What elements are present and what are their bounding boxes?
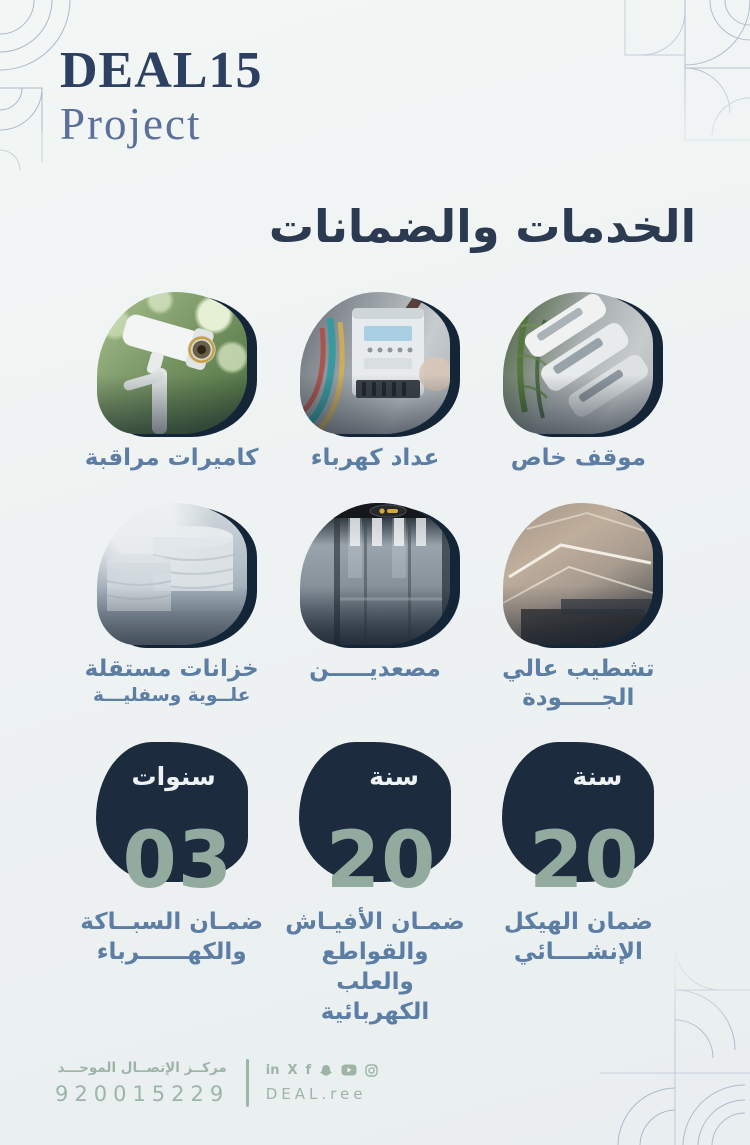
service-card-cctv [77, 292, 266, 473]
call-center-label: مركــز الإتصــال الموحـــد [57, 1060, 227, 1076]
logo [60, 44, 262, 148]
guarantee-number: 20 [325, 816, 437, 907]
service-label-text: الجـــــودة [522, 684, 635, 711]
phone-number[interactable]: 920015229 [55, 1082, 230, 1106]
guarantee-label-line: الكهربائية [320, 998, 430, 1025]
guarantee-card-plumbing [77, 742, 266, 1028]
service-card-elevators [280, 503, 469, 713]
elevator-photo [300, 503, 450, 645]
call-center-block [55, 1060, 229, 1106]
logo-subtitle: Project [60, 98, 202, 149]
service-card-parking [484, 292, 673, 473]
service-label-parking [484, 444, 673, 473]
guarantee-label-sockets [280, 908, 469, 1028]
facebook-icon[interactable]: f [305, 1062, 312, 1078]
guarantee-card-sockets [280, 742, 469, 1028]
finishing-photo [503, 503, 653, 645]
service-label-cctv [77, 444, 266, 473]
logo-name: DEAL15 [60, 42, 263, 99]
guarantee-label-structure [484, 908, 673, 968]
guarantee-label-plumbing [77, 908, 266, 968]
guarantee-number: 03 [122, 816, 234, 907]
cctv-camera-image [97, 292, 247, 434]
ceiling-finishing-image [503, 503, 653, 645]
service-card-tanks [77, 503, 266, 713]
service-card-meter [280, 292, 469, 473]
guarantee-label-line: والكهــــــرباء [96, 939, 247, 966]
snapchat-icon[interactable] [319, 1064, 333, 1077]
guarantee-card-structure [484, 742, 673, 1028]
guarantee-label-line: الإنشــــائي [513, 939, 643, 966]
service-label-meter [280, 444, 469, 473]
corner-ornament-top-right [615, 0, 750, 175]
service-label-text: موقف خاص [510, 445, 646, 471]
guarantee-label-line: ضمـان السبــاكة [80, 909, 264, 936]
social-icons-row [266, 1064, 378, 1077]
guarantee-badge [502, 742, 654, 907]
service-label-finishing [484, 655, 673, 713]
guarantee-unit: سنة [572, 762, 623, 792]
footer-divider [246, 1059, 249, 1107]
cctv-photo [97, 292, 247, 434]
elevator-image [300, 503, 450, 645]
guarantee-label-line: ضمـان الأفيـاش [285, 909, 465, 936]
guarantee-label-line: والقواطع والعلب [321, 939, 429, 996]
footer [55, 1059, 378, 1107]
service-label-text: مصعديـــــن [309, 655, 441, 682]
service-label-elevators [280, 655, 469, 684]
guarantee-number: 20 [529, 816, 640, 907]
guarantee-unit: سنوات [131, 762, 216, 792]
service-label-text: عداد كهرباء [310, 445, 440, 471]
parking-photo [503, 292, 653, 434]
service-label-tanks [77, 655, 266, 707]
service-card-finishing [484, 503, 673, 713]
meter-photo [300, 292, 450, 434]
youtube-icon[interactable] [341, 1064, 357, 1076]
service-label-text: تشطيب عالي [502, 655, 655, 682]
electricity-meter-image [300, 292, 450, 434]
services-grid [77, 292, 673, 1028]
page-title: الخدمات والضمانات [268, 200, 696, 253]
guarantee-unit: سنة [369, 762, 420, 792]
service-label-text: كاميرات مراقبة [84, 445, 259, 471]
parking-cars-image [503, 292, 653, 434]
service-label-subtext: علــوية وسفليـــة [93, 684, 251, 706]
linkedin-icon[interactable]: in [265, 1062, 280, 1078]
service-label-text: خزانات مستقلة [84, 655, 259, 682]
guarantee-badge [96, 742, 248, 907]
instagram-icon[interactable] [365, 1064, 378, 1077]
social-block [266, 1064, 378, 1103]
tanks-photo [97, 503, 247, 645]
website-url[interactable]: DEAL.ree [265, 1084, 367, 1103]
water-tanks-image [97, 503, 247, 645]
guarantee-label-line: ضمان الهيكل [503, 909, 653, 936]
x-twitter-icon[interactable]: X [287, 1062, 298, 1078]
guarantee-badge [299, 742, 451, 907]
